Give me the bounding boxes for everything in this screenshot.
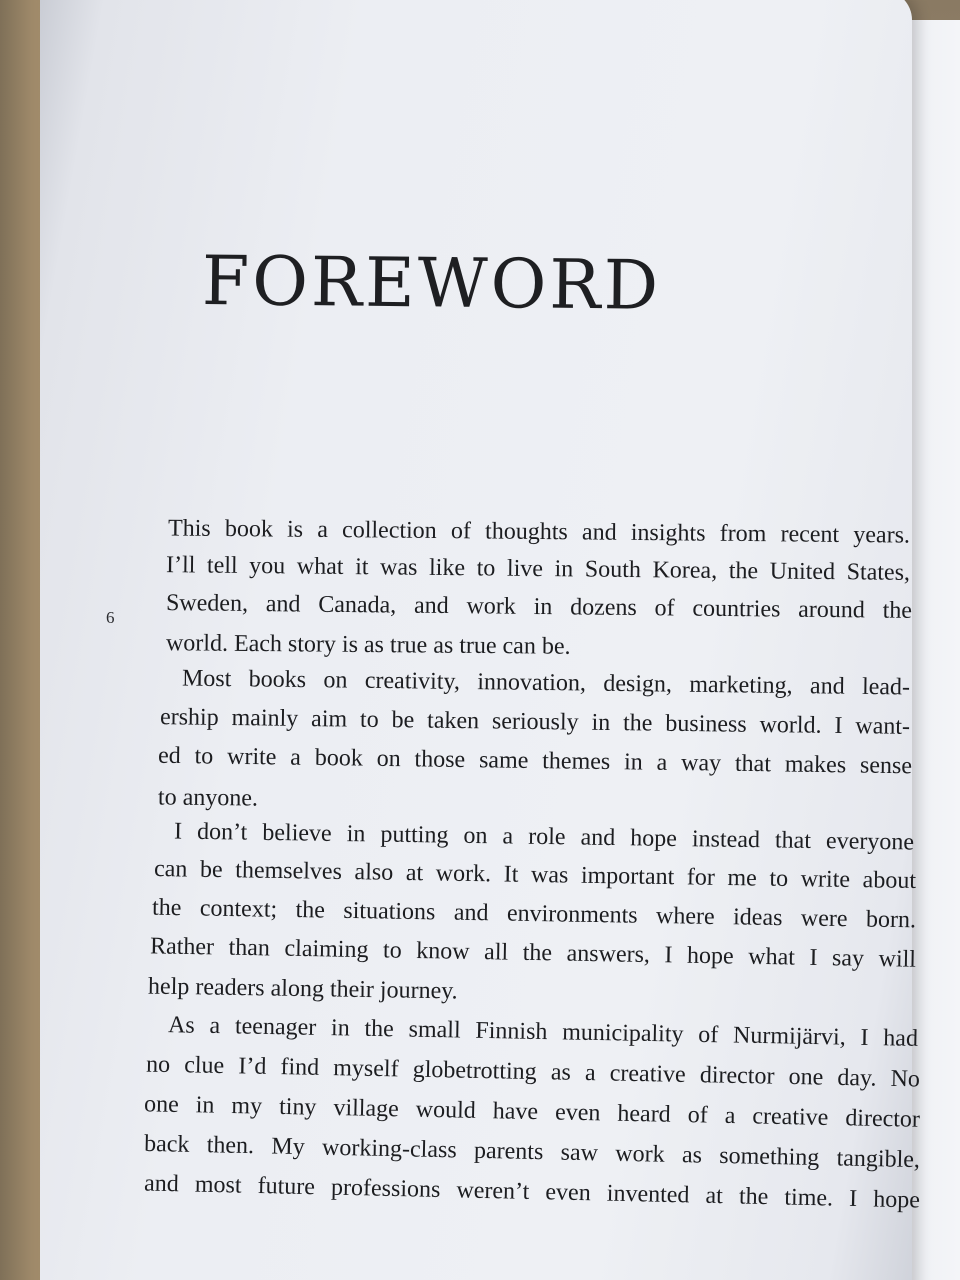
- book-page: [40, 0, 921, 1280]
- text-line: help readers along their journey.: [147, 973, 458, 1005]
- text-line: I’ll tell you what it was like to live in South Korea, the United States,: [165, 552, 911, 586]
- text-line: ership mainly aim to be taken seriously in the business world. I want-: [159, 704, 911, 740]
- text-line: one in my tiny village would have even heard of a creative director: [143, 1091, 921, 1133]
- text-line: the context; the situations and environments where ideas were born.: [151, 894, 917, 934]
- page-number: 6: [106, 608, 115, 627]
- text-line: Sweden, and Canada, and work in dozens of countries around the: [165, 590, 913, 624]
- text-line: ed to write a book on those same themes in a way that makes sense: [157, 742, 913, 780]
- text-line: I don’t believe in putting on a role and hope instead that everyone: [173, 818, 915, 856]
- text-line: to anyone.: [157, 784, 259, 812]
- text-line: As a teenager in the small Finnish municipality of Nurmijärvi, I had: [167, 1012, 919, 1052]
- text-line: and most future professions weren’t even invented at the time. I hope: [143, 1170, 921, 1214]
- text-line: back then. My working-class parents saw work as something tangible,: [143, 1130, 921, 1174]
- text-line: Most books on creativity, innovation, design, marketing, and lead-: [181, 665, 911, 701]
- text-line: This book is a collection of thoughts and insights from recent years.: [167, 515, 911, 549]
- text-line: no clue I’d find myself globetrotting as a creative director one day. No: [145, 1051, 921, 1093]
- text-line: can be themselves also at work. It was important for me to write about: [153, 856, 917, 894]
- chapter-heading: FOREWORD: [201, 242, 662, 326]
- text-line: world. Each story is as true as true can be.: [165, 630, 571, 660]
- text-line: Rather than claiming to know all the answers, I hope what I say will: [149, 933, 917, 973]
